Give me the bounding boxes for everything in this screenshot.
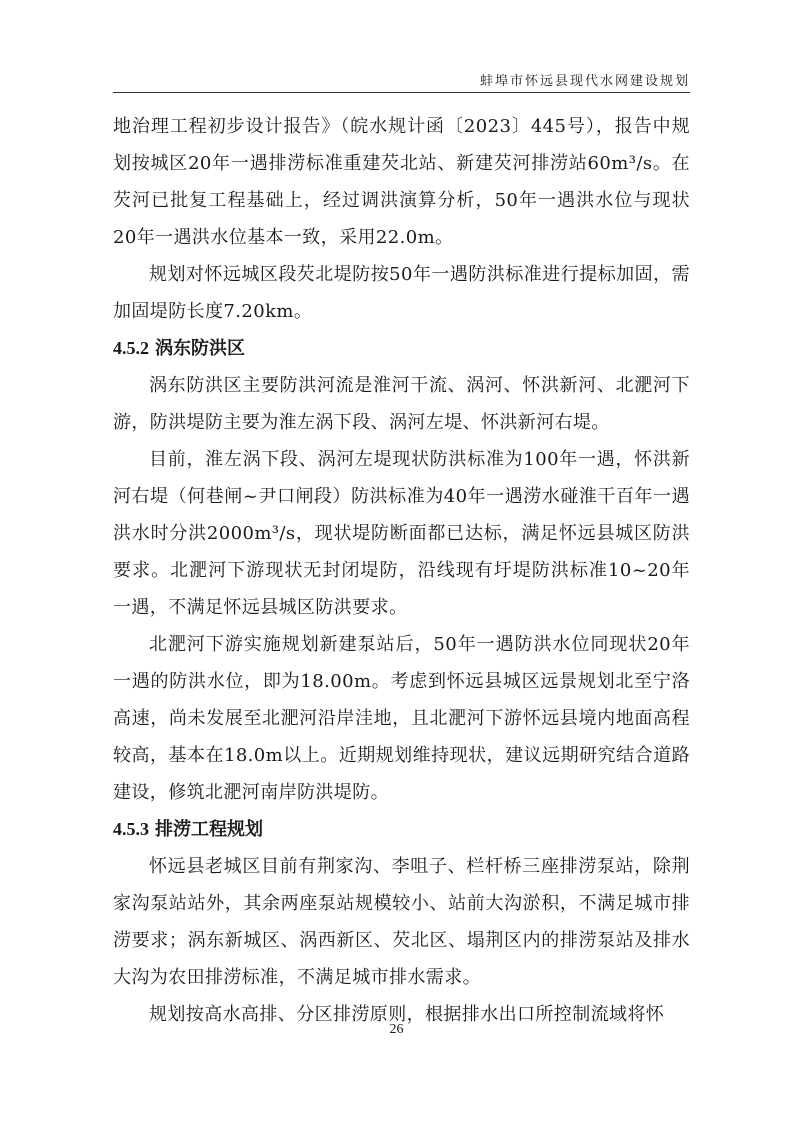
section-number: 4.5.3 — [113, 819, 149, 839]
paragraph: 北淝河下游实施规划新建泵站后，50年一遇防洪水位同现状20年一遇的防洪水位，即为18.00m。考虑到怀远县城区远景规划北至宁洛高速，尚未发展至北淝河沿岸洼地，且北淝河下游怀远县境内地面高程较高，基本在18.0m以上。近期规划维持现状，建议远期研究结合道路建设，修筑北淝河南岸防洪堤防。 — [113, 634, 690, 803]
page-body — [113, 108, 690, 1033]
section-number: 4.5.2 — [113, 338, 149, 358]
paragraph: 怀远县老城区目前有荆家沟、李咀子、栏杆桥三座排涝泵站，除荆家沟泵站站外，其余两座泵站规模较小、站前大沟淤积，不满足城市排涝要求；涡东新城区、涡西新区、芡北区、塌荆区内的排涝泵站及排水大沟为农田排涝标准，不满足城市排水需求。 — [113, 856, 690, 988]
section-heading — [113, 330, 690, 367]
header-rule — [113, 92, 690, 93]
paragraph: 目前，淮左涡下段、涡河左堤现状防洪标准为100年一遇，怀洪新河右堤（何巷闸~尹口闸段）防洪标准为40年一遇涝水碰淮干百年一遇洪水时分洪2000m³/s，现状堤防断面都已达标，满足怀远县城区防洪要求。北淝河下游现状无封闭堤防，沿线现有圩堤防洪标准10~20年一遇，不满足怀远县城区防洪要求。 — [113, 449, 690, 618]
paragraph: 地治理工程初步设计报告》（皖水规计函〔2023〕445号），报告中规划按城区20年一遇排涝标准重建芡北站、新建芡河排涝站60m³/s。在芡河已批复工程基础上，经过调洪演算分析，50年一遇洪水位与现状20年一遇洪水位基本一致，采用22.0m。 — [113, 116, 690, 248]
paragraph: 规划对怀远城区段芡北堤防按50年一遇防洪标准进行提标加固，需加固堤防长度7.20km。 — [113, 264, 690, 322]
section-title: 涡东防洪区 — [155, 338, 245, 359]
paragraph: 涡东防洪区主要防洪河流是淮河干流、涡河、怀洪新河、北淝河下游，防洪堤防主要为淮左涡下段、涡河左堤、怀洪新河右堤。 — [113, 375, 690, 433]
section-title: 排涝工程规划 — [155, 819, 263, 840]
section-heading — [113, 811, 690, 848]
running-header: 蚌埠市怀远县现代水网建设规划 — [479, 74, 690, 89]
paragraph: 规划按高水高排、分区排涝原则，根据排水出口所控制流域将怀 — [149, 1004, 665, 1025]
page-number: 26 — [389, 1022, 404, 1037]
